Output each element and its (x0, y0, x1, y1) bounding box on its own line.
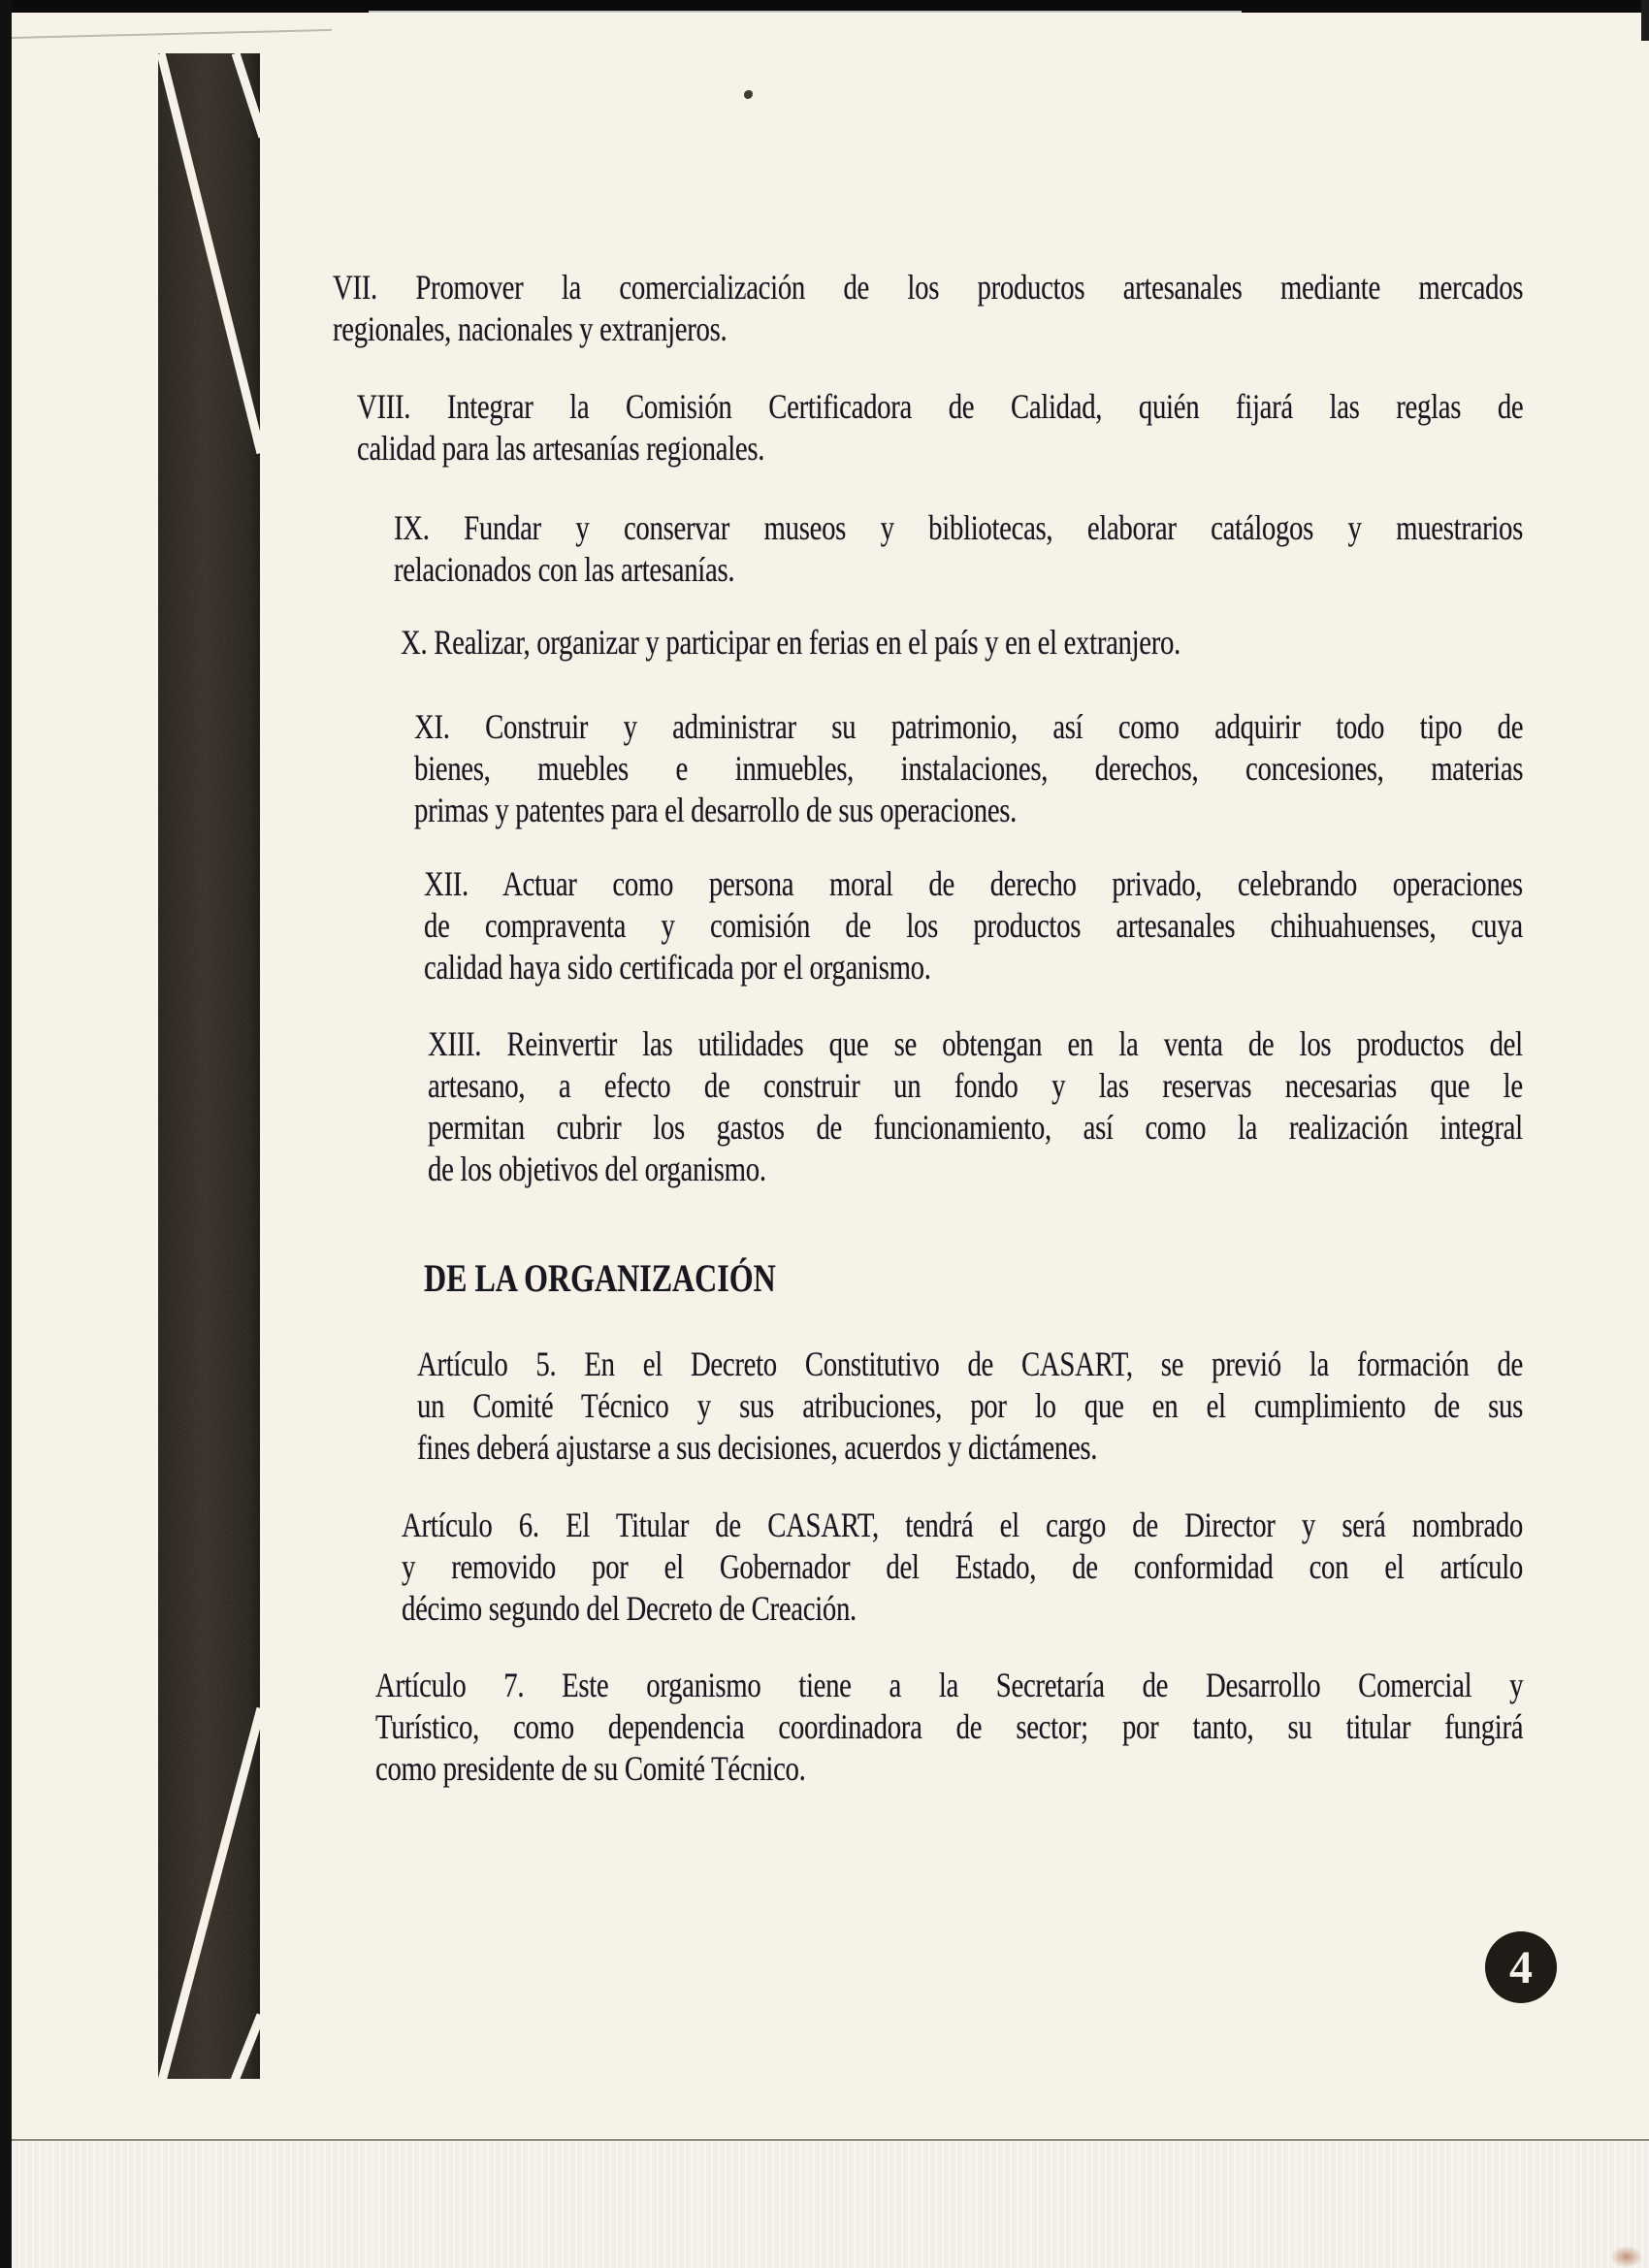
corner-smudge (1610, 2246, 1643, 2268)
article-5-paragraph (417, 1344, 1523, 1469)
list-item-xi (414, 706, 1523, 831)
scan-top-edge-highlight (369, 11, 1242, 14)
text-line: Artículo 6. El Titular de CASART, tendrá el cargo de Director y será nombrado (402, 1506, 1523, 1544)
page-number-badge (1485, 1931, 1557, 2003)
text-line: y removido por el Gobernador del Estado, de conformidad con el artículo (402, 1547, 1523, 1586)
article-6-paragraph (402, 1505, 1523, 1630)
list-item-ix (394, 507, 1523, 591)
text-line: un Comité Técnico y sus atribuciones, por lo que en el cumplimiento de sus (417, 1386, 1523, 1425)
list-item-xii (424, 863, 1523, 988)
text-line: bienes, muebles e inmuebles, instalaciones, derechos, concesiones, materias (414, 749, 1524, 788)
text-line: X. Realizar, organizar y participar en ferias en el país y en el extranjero. (401, 623, 1181, 662)
list-item-xiii (428, 1023, 1523, 1190)
ink-speck (744, 90, 753, 99)
page-number: 4 (1509, 1941, 1533, 1993)
list-item-viii (357, 386, 1523, 470)
text-line: XI. Construir y administrar su patrimonio, así como adquirir todo tipo de (414, 707, 1524, 746)
section-heading-text: DE LA ORGANIZACIÓN (424, 1256, 776, 1300)
scan-right-edge-shadow (1641, 0, 1649, 41)
section-heading (424, 1257, 776, 1299)
text-line: calidad haya sido certificada por el organismo. (424, 948, 931, 987)
text-line: de los objetivos del organismo. (428, 1150, 766, 1188)
text-line: XIII. Reinvertir las utilidades que se obtengan en la venta de los productos del (428, 1024, 1523, 1063)
text-line: de compraventa y comisión de los productos artesanales chihuahuenses, cuya (424, 906, 1523, 945)
text-line: primas y patentes para el desarrollo de sus operaciones. (414, 791, 1018, 829)
text-line: IX. Fundar y conservar museos y bibliotecas, elaborar catálogos y muestrarios (394, 508, 1523, 547)
text-line: VIII. Integrar la Comisión Certificadora de Calidad, quién fijará las reglas de (357, 387, 1524, 426)
text-line: como presidente de su Comité Técnico. (375, 1749, 806, 1788)
text-line: regionales, nacionales y extranjeros. (333, 309, 728, 348)
text-line: Artículo 5. En el Decreto Constitutivo de CASART, se previó la formación de (417, 1345, 1523, 1383)
text-line: Artículo 7. Este organismo tiene a la Secretaría de Desarrollo Comercial y (375, 1666, 1524, 1704)
decorative-ribbon (158, 53, 260, 2079)
scan-left-edge (0, 0, 12, 2268)
text-line: calidad para las artesanías regionales. (357, 429, 765, 468)
article-7-paragraph (375, 1665, 1523, 1790)
text-line: Turístico, como dependencia coordinadora de sector; por tanto, su titular fungirá (375, 1707, 1524, 1746)
list-item-vii (333, 267, 1523, 350)
text-line: fines deberá ajustarse a sus decisiones, acuerdos y dictámenes. (417, 1428, 1098, 1467)
page-corner-crease (12, 29, 332, 39)
text-line: artesano, a efecto de construir un fondo y las reservas necesarias que le (428, 1066, 1523, 1105)
scanner-bed-strip (12, 2141, 1649, 2268)
text-line: relacionados con las artesanías. (394, 550, 735, 589)
text-line: XII. Actuar como persona moral de derecho privado, celebrando operaciones (424, 864, 1523, 903)
list-item-x (401, 622, 1180, 664)
text-line: VII. Promover la comercialización de los productos artesanales mediante mercados (333, 268, 1524, 307)
text-line: permitan cubrir los gastos de funcionamiento, así como la realización integral (428, 1108, 1523, 1147)
text-line: décimo segundo del Decreto de Creación. (402, 1589, 857, 1628)
